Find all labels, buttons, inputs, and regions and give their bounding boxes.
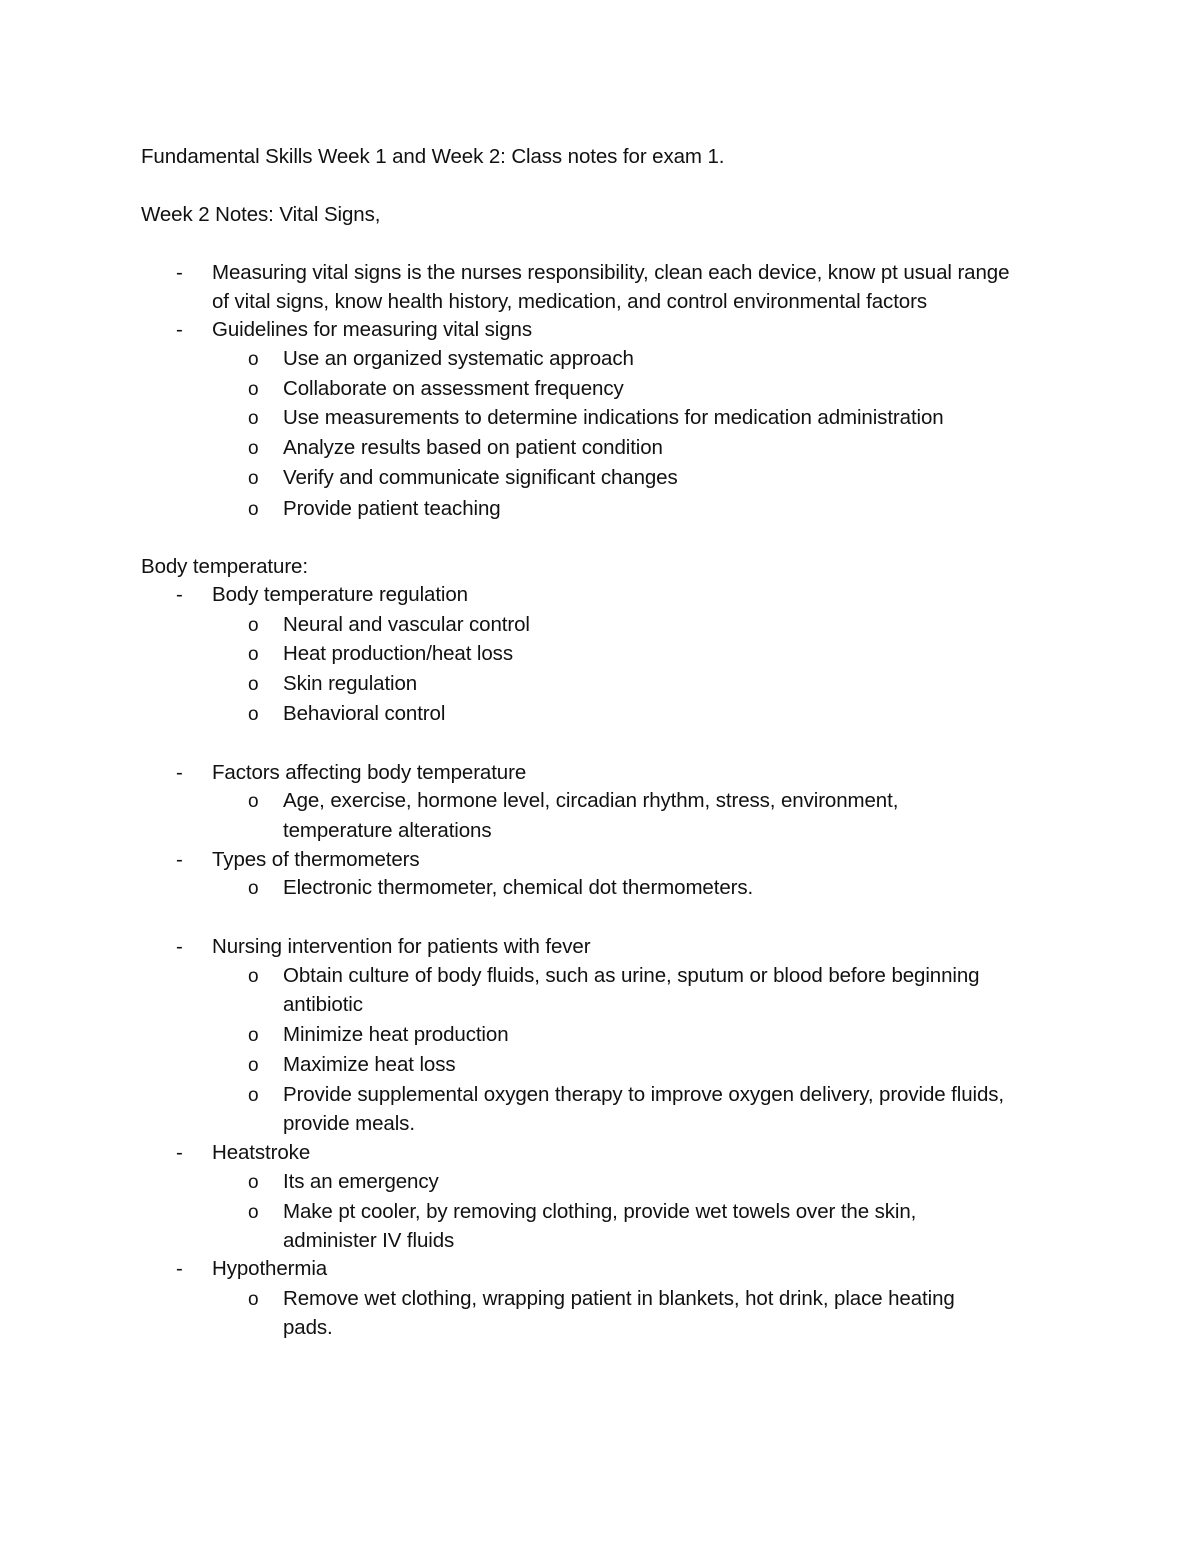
bullet-marker: o bbox=[248, 468, 259, 489]
bullet-marker: o bbox=[248, 704, 259, 725]
fever-item-line2: provide meals. bbox=[283, 1112, 415, 1135]
heatstroke-item-line2: administer IV fluids bbox=[283, 1229, 455, 1252]
hypothermia-item-line1: Remove wet clothing, wrapping patient in blankets, hot drink, place heating bbox=[283, 1287, 955, 1310]
fever-item: Minimize heat production bbox=[283, 1023, 509, 1046]
guideline-item: Collaborate on assessment frequency bbox=[283, 377, 624, 400]
document-title: Fundamental Skills Week 1 and Week 2: Class notes for exam 1. bbox=[141, 145, 725, 168]
dash-marker: - bbox=[176, 318, 183, 341]
bullet-marker: o bbox=[248, 966, 259, 987]
regulation-label: Body temperature regulation bbox=[212, 583, 468, 606]
thermometers-item: Electronic thermometer, chemical dot thermometers. bbox=[283, 876, 754, 899]
bullet-marker: o bbox=[248, 379, 259, 400]
fever-item-line1: Obtain culture of body fluids, such as urine, sputum or blood before beginning bbox=[283, 964, 980, 987]
bullet-marker: o bbox=[248, 644, 259, 665]
bullet-marker: o bbox=[248, 1172, 259, 1193]
bullet-marker: o bbox=[248, 1025, 259, 1046]
fever-item-line1: Provide supplemental oxygen therapy to improve oxygen delivery, provide fluids, bbox=[283, 1083, 1005, 1106]
bullet-marker: o bbox=[248, 1055, 259, 1076]
dash-marker: - bbox=[176, 1257, 183, 1280]
dash-marker: - bbox=[176, 583, 183, 606]
bullet-marker: o bbox=[248, 349, 259, 370]
bullet-marker: o bbox=[248, 791, 259, 812]
factors-text-line1: Age, exercise, hormone level, circadian rhythm, stress, environment, bbox=[283, 789, 899, 812]
dash-marker: - bbox=[176, 761, 183, 784]
body-temperature-heading: Body temperature: bbox=[141, 555, 308, 578]
bullet-marker: o bbox=[248, 615, 259, 636]
regulation-item: Behavioral control bbox=[283, 702, 446, 725]
regulation-item: Neural and vascular control bbox=[283, 613, 530, 636]
hypothermia-label: Hypothermia bbox=[212, 1257, 328, 1280]
bullet-marker: o bbox=[248, 674, 259, 695]
dash-marker: - bbox=[176, 261, 183, 284]
thermometers-label: Types of thermometers bbox=[212, 848, 420, 871]
dash-marker: - bbox=[176, 935, 183, 958]
week-heading: Week 2 Notes: Vital Signs, bbox=[141, 203, 381, 226]
bullet-marker: o bbox=[248, 1085, 259, 1106]
regulation-item: Heat production/heat loss bbox=[283, 642, 513, 665]
regulation-item: Skin regulation bbox=[283, 672, 418, 695]
bullet-marker: o bbox=[248, 438, 259, 459]
measuring-text-line2: of vital signs, know health history, medication, and control environmental factors bbox=[212, 290, 927, 313]
bullet-marker: o bbox=[248, 1289, 259, 1310]
hypothermia-item-line2: pads. bbox=[283, 1316, 333, 1339]
measuring-text-line1: Measuring vital signs is the nurses responsibility, clean each device, know pt usual range bbox=[212, 261, 1010, 284]
guideline-item: Verify and communicate significant changes bbox=[283, 466, 678, 489]
heatstroke-label: Heatstroke bbox=[212, 1141, 311, 1164]
guidelines-label: Guidelines for measuring vital signs bbox=[212, 318, 532, 341]
bullet-marker: o bbox=[248, 1202, 259, 1223]
fever-item-line2: antibiotic bbox=[283, 993, 363, 1016]
guideline-item: Use an organized systematic approach bbox=[283, 347, 634, 370]
dash-marker: - bbox=[176, 1141, 183, 1164]
guideline-item: Use measurements to determine indications for medication administration bbox=[283, 406, 944, 429]
bullet-marker: o bbox=[248, 878, 259, 899]
dash-marker: - bbox=[176, 848, 183, 871]
bullet-marker: o bbox=[248, 499, 259, 520]
fever-item: Maximize heat loss bbox=[283, 1053, 456, 1076]
heatstroke-item-line1: Make pt cooler, by removing clothing, provide wet towels over the skin, bbox=[283, 1200, 917, 1223]
fever-label: Nursing intervention for patients with fever bbox=[212, 935, 591, 958]
factors-label: Factors affecting body temperature bbox=[212, 761, 527, 784]
factors-text-line2: temperature alterations bbox=[283, 819, 492, 842]
guideline-item: Analyze results based on patient condition bbox=[283, 436, 663, 459]
heatstroke-item: Its an emergency bbox=[283, 1170, 439, 1193]
bullet-marker: o bbox=[248, 408, 259, 429]
guideline-item: Provide patient teaching bbox=[283, 497, 501, 520]
